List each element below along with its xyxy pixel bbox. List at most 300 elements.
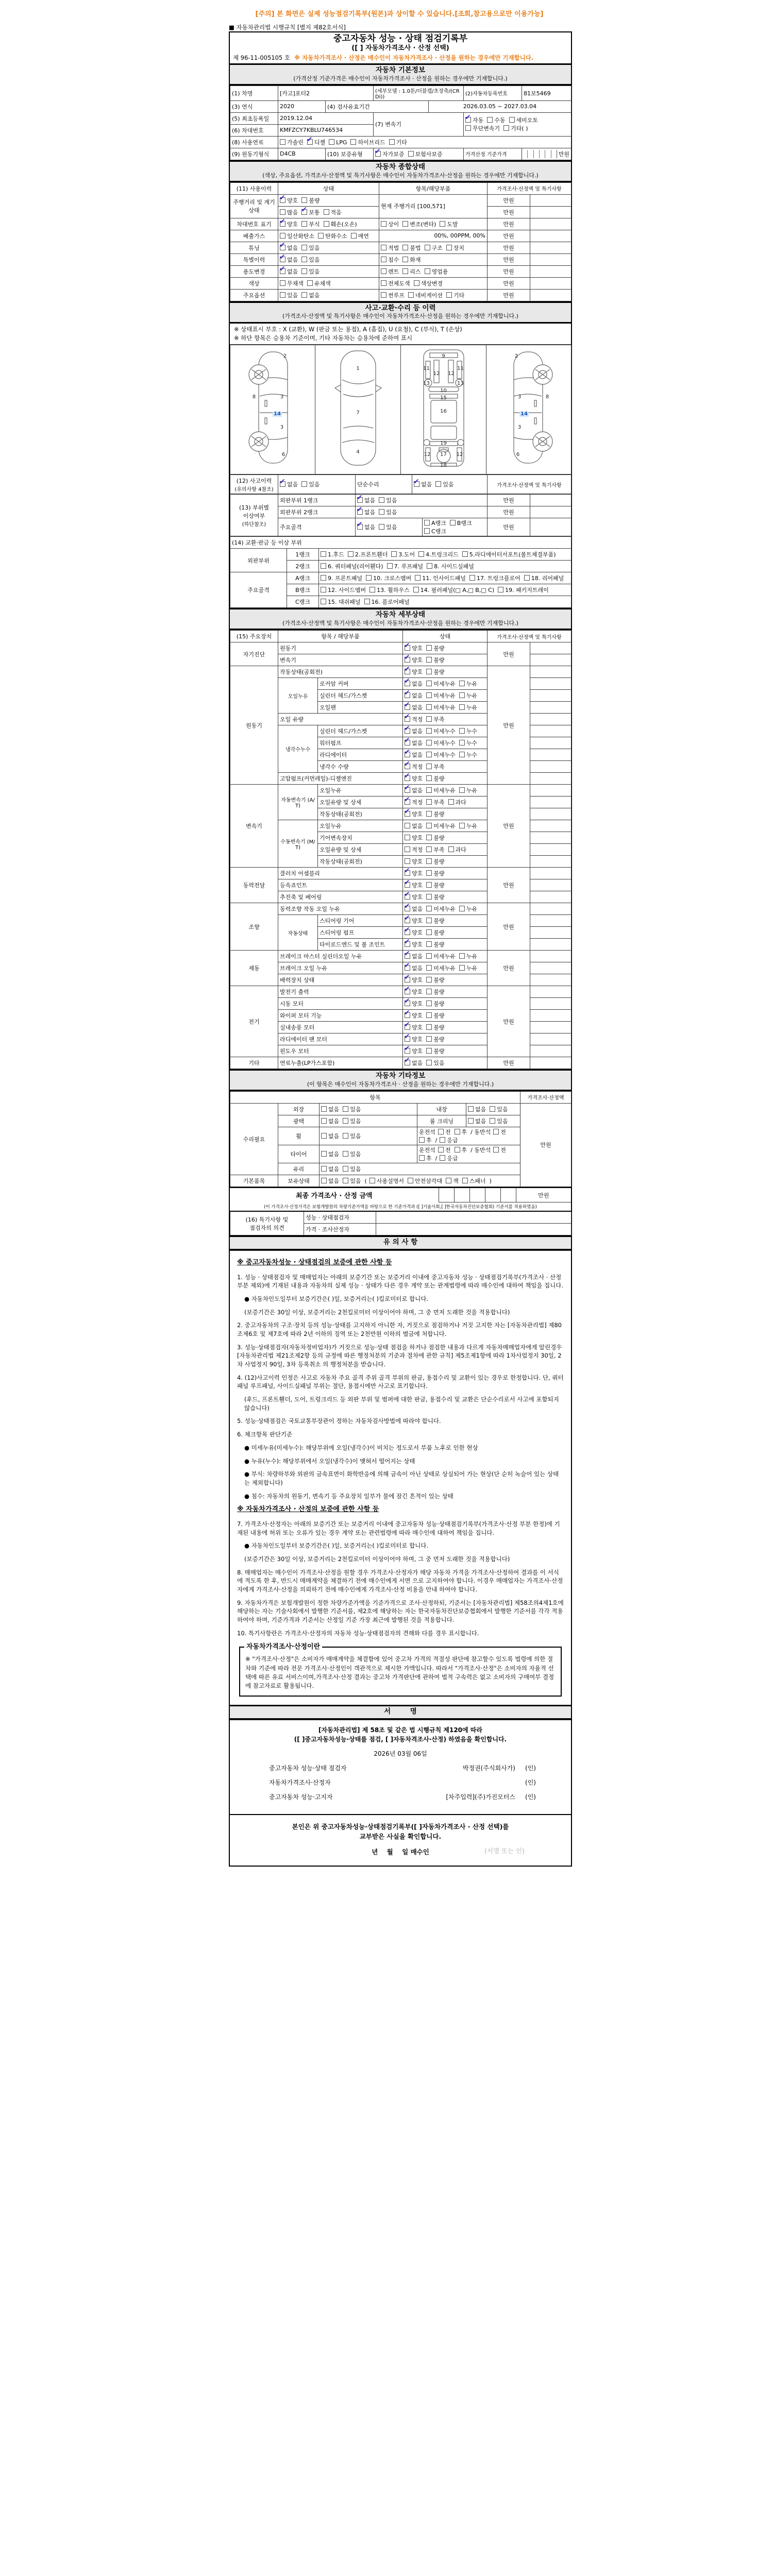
checkbox-option[interactable]: 있음 (379, 523, 397, 531)
signer-row (235, 1778, 566, 1787)
checkbox-option[interactable]: 불량 (426, 988, 444, 996)
price-note-cell (530, 986, 572, 998)
checkbox-option[interactable]: 유채색 (307, 279, 331, 287)
checkbox-option[interactable]: 불량 (426, 644, 444, 652)
checkbox-option[interactable]: 무채색 (280, 279, 304, 287)
panel-checklist (319, 596, 572, 608)
checkbox-option[interactable]: 적법 (381, 244, 399, 252)
checkbox-option[interactable]: 미세누유 (426, 905, 456, 913)
checkbox-option[interactable]: 장치 (446, 244, 464, 252)
checkbox-option[interactable]: 18. 리어패널 (524, 574, 564, 582)
checkbox-option[interactable]: A랭크 (424, 519, 446, 527)
section-note: (색상, 주요옵션, 가격조사·산정액 및 특기사항은 매수인이 자동차가격조사·산정을 원하는 경우에만 기재합니다.) (262, 172, 539, 179)
detail-status-cell (403, 725, 488, 737)
detail-status-cell (403, 678, 488, 690)
final-price-digit-cell (439, 1188, 454, 1202)
detail-item-label: 윈도우 모터 (278, 1045, 403, 1057)
checkbox-option[interactable]: 2.프론트휀더 (348, 550, 388, 558)
checkbox-option[interactable]: 없음 (321, 1105, 339, 1113)
price-note-cell (530, 1057, 572, 1069)
rank-label: C랭크 (287, 596, 319, 608)
form-rule-label: ■ 자동차관리법 시행규칙 [별지 제82호서식] (229, 24, 346, 31)
checkbox-option[interactable]: ✔ 없음 (404, 961, 423, 972)
checkbox-option[interactable]: 미세누유 (426, 680, 456, 688)
checkbox-option[interactable]: ✔ 없음 (404, 736, 423, 747)
car-underbody-outline (405, 347, 482, 469)
checkbox-option[interactable]: 네비게이션 (408, 291, 443, 299)
checkbox-option[interactable]: 화재 (402, 256, 421, 264)
checkbox-option[interactable]: 렌트 (381, 267, 399, 276)
checkbox-option[interactable]: ✔ 양호 (404, 985, 423, 996)
checkbox-option[interactable]: 후 (419, 1136, 432, 1144)
checkbox-option[interactable]: 있음 (426, 1059, 444, 1067)
signer-role: 중고자동차 성능·상태 점검자 (269, 1764, 347, 1772)
checkbox-option[interactable]: 불량 (426, 893, 444, 901)
checkbox-option[interactable]: 있음 (301, 256, 320, 264)
caution-item: ● 미세누유(미세누수): 해당부위에 오일(냉각수)이 비치는 정도로서 부품 노후로 인한 현상 (244, 1444, 478, 1451)
checkbox-option[interactable]: 11. 인사이드패널 (415, 574, 466, 582)
inspector-remarks-value[interactable] (376, 1211, 572, 1224)
checkbox-option[interactable]: ✔ 없음 (413, 478, 432, 488)
checkbox-option[interactable]: 없음 (301, 291, 320, 299)
checkbox-option[interactable]: 있음 (343, 1132, 361, 1140)
panel-number-15: 15 (440, 395, 447, 401)
checkbox-option[interactable]: 불량 (426, 881, 444, 889)
checkbox-option[interactable]: 적음 (324, 208, 342, 216)
checkbox-option[interactable]: 불량 (426, 999, 444, 1008)
check-icon: ✔ (404, 760, 410, 769)
column-header: 상태 (278, 182, 379, 194)
checkbox-option[interactable]: 전 (438, 1128, 451, 1136)
checkbox-option[interactable]: ✔ 없음 (404, 724, 423, 735)
checkbox-option[interactable]: 미세누유 (426, 964, 456, 972)
caution-item: 1. 성능 · 상태점검자 및 매매업자는 아래의 보증기간 또는 보증거리 이내에 중고자동차 성능 · 상태점검기록부(가격조사 · 산정 부분 제외)에 기재된 내용과 자동차의 실제 성능 · 상태가 다른 경우 계약 또는 관계법령에 따라 매수인에 대하여 책임을 집니다. (237, 1273, 564, 1290)
checkbox-option[interactable]: 없음 (321, 1165, 339, 1173)
checkbox-option[interactable]: 없음 (321, 1117, 339, 1125)
current-mileage-value: 현재 주행거리 [100,571] (379, 194, 488, 218)
checkbox-option[interactable]: ✔ 자동 (465, 113, 484, 124)
checkbox-option[interactable]: 있음 (343, 1165, 361, 1173)
checkbox-option[interactable]: ✔ 양호 (404, 1009, 423, 1020)
checkbox-option[interactable]: 15. 대쉬패널 (321, 598, 361, 606)
checkbox-option[interactable]: ✔ 양호 (404, 1044, 423, 1055)
panel-number-13: 13 (423, 380, 430, 386)
checkbox-option[interactable]: 누유 (459, 952, 477, 960)
panel-number-3: 3 (517, 394, 522, 400)
detail-subgroup-label: 냉각수누수 (278, 725, 318, 773)
checkbox-option[interactable]: 세미오토 (509, 116, 539, 124)
checkbox-option[interactable]: 불량 (426, 940, 444, 948)
checkbox-option[interactable]: 있음 (379, 508, 397, 516)
section-title: 유 의 사 항 (383, 1238, 418, 1247)
detail-item-label: 연료누출(LP가스포함) (278, 1057, 403, 1069)
checkbox-option[interactable]: 변조(변타) (402, 220, 436, 228)
checkbox-option[interactable]: 누수 (459, 751, 477, 759)
checkbox-option[interactable]: ✔ 양호 (404, 926, 423, 937)
checkbox-option[interactable]: 미세누유 (426, 703, 456, 711)
checkbox-option[interactable]: B랭크 (450, 519, 472, 527)
field-label: (10) 보증유형 (326, 148, 374, 160)
inline-text: 운전석 (419, 1146, 435, 1154)
row-label: 배출가스 (230, 230, 278, 242)
checkbox-option[interactable]: 있음 (343, 1177, 361, 1185)
row-label: (13) 부위별 이상여부 (하단참조) (230, 495, 278, 536)
checkbox-option[interactable]: 불법 (402, 244, 421, 252)
diagram-bottom-cell (401, 345, 486, 474)
checkbox-option[interactable]: 구조 (425, 244, 443, 252)
column-header: (15) 주요장치 (230, 631, 278, 642)
checkbox-option[interactable]: 불량 (426, 656, 444, 664)
price-note-cell (530, 1033, 572, 1045)
checkbox-option[interactable]: 미세누유 (426, 786, 456, 794)
checkbox-option[interactable]: 미세누수 (426, 751, 456, 759)
checkbox-option[interactable]: 불량 (426, 668, 444, 676)
panel-number-14: 14 (520, 411, 528, 417)
checkbox-option[interactable]: 14. 필러패널(□ A,□ B,□ C) (413, 586, 495, 594)
price-note-cell (530, 230, 572, 242)
signer-name: 박정권(주식회사가) (462, 1764, 515, 1772)
checkbox-option[interactable]: ✔ 적정 (404, 760, 423, 771)
checkbox-option[interactable]: 7. 루프패널 (387, 562, 424, 570)
appraiser-remarks-value[interactable] (376, 1224, 572, 1235)
checkbox-option[interactable]: 미세누수 (426, 739, 456, 747)
checkbox-option[interactable]: ✔ 없음 (404, 902, 423, 913)
checkbox-option[interactable]: 누유 (459, 786, 477, 794)
checkbox-option[interactable]: 불량 (426, 869, 444, 877)
signature-statement-line1: [자동차관리법] 제 58조 및 같은 법 시행규칙 제120에 따라 (318, 1726, 482, 1734)
checkbox-option[interactable]: ✔ 없음 (404, 748, 423, 759)
price-digit-boxes (522, 150, 557, 158)
detail-status-cell (403, 903, 488, 915)
title-block (230, 32, 571, 63)
checkbox-option[interactable]: ✔ 양호 (404, 878, 423, 889)
checkbox-option[interactable]: 응급 (440, 1154, 458, 1162)
checkbox-option[interactable]: 불량 (301, 196, 320, 205)
checkbox-option[interactable]: ✔ 없음 (404, 784, 423, 794)
checkbox-option[interactable]: ✔ 양호 (404, 973, 423, 984)
checkbox-option[interactable]: 불량 (426, 774, 444, 783)
checkbox-option[interactable]: 전체도색 (381, 279, 410, 287)
checkbox-option[interactable]: 하이브리드 (350, 138, 385, 146)
checkbox-option[interactable]: ✔ 디젤 (306, 135, 326, 146)
panel-number-7: 7 (356, 410, 360, 416)
section-title: 자동차 종합상태 (376, 162, 425, 171)
field-label: (5) 최초등록일 (230, 112, 278, 124)
price-note-cell (530, 974, 572, 986)
checkbox-option[interactable]: 없음 (321, 1132, 339, 1140)
checkbox-option[interactable]: 후 (419, 1154, 432, 1162)
panel-number-17: 17 (440, 451, 447, 457)
check-icon: ✔ (404, 1044, 410, 1053)
row-label: 광택 (278, 1115, 320, 1127)
checkbox-option[interactable]: 없음 (321, 1177, 339, 1185)
checkbox-option[interactable]: ✔ 양호 (404, 914, 423, 925)
checkbox-option[interactable]: 상이 (381, 220, 399, 228)
checkbox-option[interactable]: 있음 (343, 1105, 361, 1113)
checkbox-option[interactable]: 양호 (405, 834, 423, 842)
check-icon: ✔ (404, 1021, 410, 1029)
checkbox-option[interactable]: 미세누수 (426, 727, 456, 735)
checkbox-option[interactable]: 1.후드 (321, 550, 344, 558)
checkbox-option[interactable]: 6. 쿼터패널(리어휀다) (321, 562, 383, 570)
rank-options (356, 495, 488, 506)
checkbox-option[interactable]: 누유 (459, 964, 477, 972)
checkbox-option[interactable]: ✔ 양호 (279, 193, 298, 204)
checkbox-option[interactable]: 있음 (301, 244, 320, 252)
checkbox-option[interactable]: 불량 (426, 976, 444, 984)
checkbox-option[interactable]: 5.라디에이터서포트(볼트체결부품) (462, 550, 556, 558)
row-label: 차대번호 표기 (230, 218, 278, 230)
row-label: 타이어 (278, 1145, 320, 1163)
detail-status-cell (403, 666, 488, 678)
checkbox-option[interactable]: 16. 플로어패널 (364, 598, 410, 606)
checkbox-option[interactable]: 전 (493, 1146, 506, 1154)
checkbox-option[interactable]: 누유 (459, 680, 477, 688)
seal-label: (인) (525, 1764, 536, 1772)
checkbox-option[interactable]: ✔ 양호 (404, 772, 423, 783)
checkbox-option[interactable]: 부족 (426, 845, 444, 854)
checkbox-option[interactable]: ✔ 양호 (404, 665, 423, 676)
checkbox-option[interactable]: 10. 크로스멤버 (366, 574, 411, 582)
checkbox-option[interactable]: 4.트렁크리드 (418, 550, 459, 558)
inline-text: ( (364, 1177, 367, 1184)
checkbox-option[interactable]: ✔ 양호 (404, 1021, 423, 1031)
checkbox-option[interactable]: 누유 (459, 691, 477, 700)
checkbox-option[interactable]: 양호 (405, 857, 423, 866)
checkbox-option[interactable]: 일산화탄소 (280, 232, 314, 240)
checkbox-option[interactable]: 부족 (426, 715, 444, 723)
checkbox-option[interactable]: 부족 (426, 798, 444, 806)
price-unit: 만원 (488, 868, 530, 903)
detail-item-label: 원동기 (278, 642, 403, 654)
check-icon: ✔ (413, 478, 419, 486)
checkbox-option[interactable]: ✔ 양호 (404, 938, 423, 948)
row-label: 성능 · 상태점검자 (304, 1211, 376, 1224)
checkbox-option[interactable]: 리스 (402, 267, 421, 276)
checkbox-option[interactable]: 색상변경 (414, 279, 443, 287)
checkbox-option[interactable]: 기타 (389, 138, 407, 146)
field-label: (8) 사용연료 (230, 136, 278, 148)
checkbox-option[interactable]: 과다 (448, 845, 466, 854)
checkbox-option[interactable]: ✔ 양호 (404, 641, 423, 652)
checkbox-option[interactable]: 없음 (468, 1117, 486, 1125)
checkbox-option[interactable]: 가솔린 (280, 138, 304, 146)
legend-line: ※ 하단 항목은 승용차 기준이며, 기타 자동차는 승용차에 준하여 표시 (234, 334, 413, 342)
price-note-cell (530, 1022, 572, 1033)
checkbox-option[interactable]: ✔ 보통 (301, 205, 320, 216)
checkbox-option[interactable]: 스패너 (462, 1177, 486, 1185)
checkbox-option[interactable]: 있음 (343, 1150, 361, 1158)
checkbox-option[interactable]: 미세누유 (426, 822, 456, 830)
panel-number-2: 2 (514, 353, 518, 360)
detail-status-cell (403, 808, 488, 820)
detail-status-cell (403, 951, 488, 962)
checkbox-option[interactable]: 기타( ) (503, 124, 528, 132)
checkbox-option[interactable]: ✔ 양호 (404, 867, 423, 877)
section-signature-header (230, 1705, 571, 1720)
checkbox-option[interactable]: 13. 휠하우스 (369, 586, 410, 594)
detail-item-label: 변속기 (278, 654, 403, 666)
checkbox-option[interactable]: ✔ 없음 (279, 241, 298, 251)
checkbox-option[interactable]: ✔ 없음 (279, 252, 298, 263)
checkbox-option[interactable]: ✔ 양호 (404, 1032, 423, 1043)
checkbox-option[interactable]: 불량 (426, 834, 444, 842)
price-note-cell (530, 891, 572, 903)
detail-status-cell (403, 1010, 488, 1022)
checkbox-option[interactable]: 누유 (459, 703, 477, 711)
checkbox-option[interactable]: 없음 (405, 822, 423, 830)
checkbox-option[interactable]: 불량 (426, 1035, 444, 1043)
checkbox-option[interactable]: 적정 (405, 845, 423, 854)
checkbox-option[interactable]: 썬루프 (381, 291, 405, 299)
checkbox-option[interactable]: ✔ 적정 (404, 713, 423, 723)
checkbox-option[interactable]: ✔ 없음 (279, 264, 298, 275)
checkbox-option[interactable]: 불량 (426, 810, 444, 818)
checkbox-option[interactable]: 8. 사이드실패널 (427, 562, 474, 570)
checkbox-option[interactable]: ✔ 없음 (357, 494, 376, 504)
seal-label: (인) (525, 1793, 536, 1801)
field-label: (9) 원동기형식 (230, 148, 278, 160)
checkbox-option[interactable]: ✔ 없음 (404, 677, 423, 688)
checkbox-option[interactable]: 누수 (459, 739, 477, 747)
price-note-cell (530, 903, 572, 915)
section-title: 자동차 기타정보 (376, 1072, 425, 1080)
part-anomaly-table (230, 494, 572, 536)
price-note-cell (530, 962, 572, 974)
detail-item-label: 실린더 헤드/가스켓 (318, 725, 403, 737)
checkbox-option[interactable]: 과다 (448, 798, 466, 806)
price-note-cell (530, 879, 572, 891)
checkbox-option[interactable]: 17. 트렁크플로어 (469, 574, 520, 582)
checkbox-option[interactable]: 후 (455, 1146, 467, 1154)
checkbox-option[interactable]: 안전삼각대 (408, 1177, 442, 1185)
checkbox-option[interactable]: 3.도어 (391, 550, 415, 558)
checkbox-option[interactable]: 불량 (426, 928, 444, 937)
vin-item-options (379, 218, 488, 230)
checkbox-option[interactable]: 누수 (459, 727, 477, 735)
price-unit: 만원 (488, 506, 530, 518)
checkbox-option[interactable]: ✔ 없음 (357, 520, 376, 531)
checkbox-option[interactable]: 있음 (301, 480, 320, 488)
price-note-cell (530, 844, 572, 856)
panel-number-1: 1 (356, 366, 360, 371)
checkbox-option[interactable]: 있음 (280, 291, 298, 299)
checkbox-option[interactable]: 불량 (426, 1023, 444, 1031)
checkbox-option[interactable]: 보험사보증 (408, 150, 443, 158)
price-note-cell (530, 1045, 572, 1057)
checkbox-option[interactable]: 전 (493, 1128, 506, 1136)
checkbox-option[interactable]: 9. 프론트패널 (321, 574, 362, 582)
checkbox-option[interactable]: ✔ 없음 (404, 950, 423, 960)
checkbox-option[interactable]: ✔ 양호 (404, 997, 423, 1008)
checkbox-option[interactable]: 있음 (379, 496, 397, 504)
checkbox-option[interactable]: 없음 (468, 1105, 486, 1113)
checkbox-option[interactable]: 응급 (440, 1136, 458, 1144)
checkbox-option[interactable]: 있음 (490, 1117, 508, 1125)
checkbox-option[interactable]: 많음 (280, 208, 298, 216)
checkbox-option[interactable]: 훼손(오손) (324, 220, 357, 228)
section14-label: (14) 교환·판금 등 이상 부위 (230, 537, 572, 549)
checkbox-option[interactable]: 누유 (459, 905, 477, 913)
detail-status-cell (403, 962, 488, 974)
inspection-form (229, 31, 572, 1867)
checkbox-option[interactable]: 불량 (426, 1011, 444, 1020)
group-label: 수리필요 (230, 1103, 278, 1175)
price-unit: 만원 (557, 150, 571, 158)
checkbox-option[interactable]: ✔ 적정 (404, 795, 423, 806)
panel-number-3: 3 (280, 425, 284, 431)
checkbox-option[interactable]: ✔ 없음 (404, 1056, 423, 1067)
checkbox-option[interactable]: 불량 (426, 1047, 444, 1055)
checkbox-option[interactable]: 있음 (435, 480, 453, 488)
detail-status-cell (403, 690, 488, 702)
checkbox-option[interactable]: 부식 (301, 220, 320, 228)
checkbox-option[interactable]: 도말 (440, 220, 458, 228)
checkbox-option[interactable]: 있음 (343, 1117, 361, 1125)
checkbox-option[interactable]: 영업용 (425, 267, 448, 276)
checkbox-option[interactable]: 기타 (446, 291, 464, 299)
panel-number-4: 4 (356, 449, 360, 455)
checkbox-option[interactable]: ✔ 양호 (404, 807, 423, 818)
checkbox-option[interactable]: 19. 패키지트레이 (498, 586, 549, 594)
check-icon: ✔ (404, 914, 410, 923)
checkbox-option[interactable]: 잭 (446, 1177, 459, 1185)
checkbox-option[interactable]: 무단변속기 (465, 124, 500, 132)
price-unit: 만원 (488, 218, 530, 230)
row-label: 주행거리 및 계기상태 (230, 194, 278, 218)
detail-group-label: 원동기 (230, 666, 278, 785)
checkbox-option[interactable]: ✔ 양호 (404, 653, 423, 664)
checkbox-option[interactable]: 매연 (351, 232, 369, 240)
panel-number-3: 3 (517, 425, 522, 431)
checkbox-option[interactable]: 누유 (459, 822, 477, 830)
checkbox-option[interactable]: 없음 (321, 1150, 339, 1158)
checkbox-option[interactable]: 있음 (490, 1105, 508, 1113)
price-note-cell (530, 495, 572, 506)
checkbox-option[interactable]: ✔ 양호 (404, 890, 423, 901)
checkbox-option[interactable]: 미세누유 (426, 952, 456, 960)
checkbox-option[interactable]: 부족 (426, 762, 444, 771)
checkbox-option[interactable]: ✔ 없음 (404, 701, 423, 711)
price-note-cell (530, 678, 572, 690)
rank-row-label: 외판부위 1랭크 (278, 495, 356, 506)
checkbox-option[interactable]: LPG (329, 139, 347, 146)
detail-status-cell (403, 939, 488, 951)
checkbox-option[interactable]: 미세누유 (426, 691, 456, 700)
checkbox-option[interactable]: ✔ 없음 (357, 505, 376, 516)
checkbox-option[interactable]: 있음 (301, 267, 320, 276)
checkbox-option[interactable]: 전 (438, 1146, 451, 1154)
checkbox-option[interactable]: 불량 (426, 917, 444, 925)
column-header: 상태 (403, 631, 488, 642)
section-caution-header (230, 1235, 571, 1250)
car-model-detail: (세부모델 : 1.0톤/더블캡/초장축/(CRDi)) (374, 86, 464, 100)
checkbox-option[interactable]: 불량 (426, 857, 444, 866)
checkbox-option[interactable]: 탄화수소 (318, 232, 347, 240)
checkbox-option[interactable]: 12. 사이드멤버 (321, 586, 366, 594)
checkbox-option[interactable]: ✔ 양호 (279, 217, 298, 228)
checkbox-option[interactable]: ✔ 없음 (279, 478, 298, 488)
checkbox-option[interactable]: 후 (455, 1128, 467, 1136)
checkbox-option[interactable]: 침수 (381, 256, 399, 264)
row-label: 특별이력 (230, 253, 278, 265)
checkbox-option[interactable]: 사용설명서 (369, 1177, 404, 1185)
checkbox-option[interactable]: 수동 (487, 116, 505, 124)
checkbox-option[interactable]: ✔ 자가보증 (375, 147, 405, 158)
detail-status-cell (403, 986, 488, 998)
checkbox-option[interactable]: ✔ 없음 (404, 689, 423, 700)
checkbox-option[interactable]: C랭크 (424, 527, 446, 535)
